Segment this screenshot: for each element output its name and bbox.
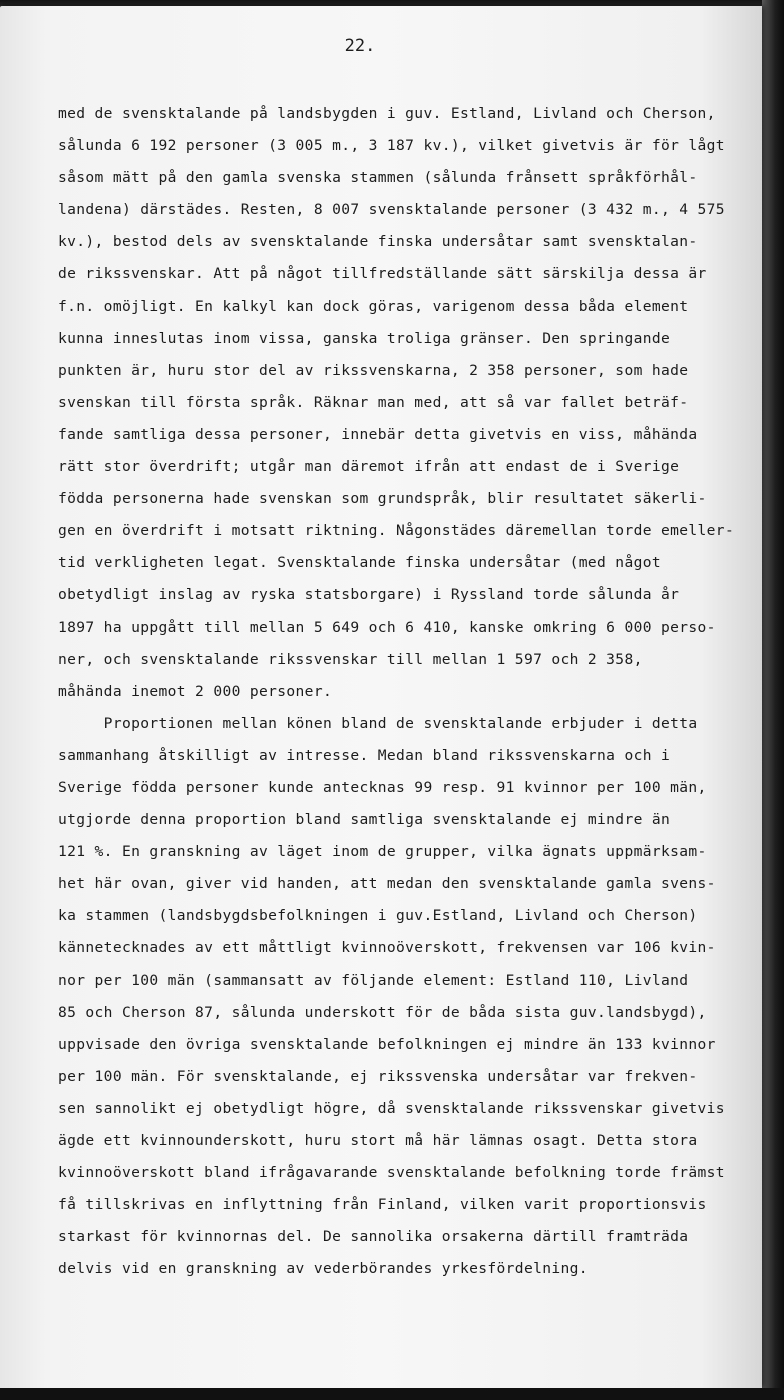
- scan-bottom-strip: [0, 1388, 784, 1400]
- text-line: kv.), bestod dels av svensktalande finska undersåtar samt svensktalan-: [58, 233, 698, 251]
- text-line: starkast för kvinnornas del. De sannolika orsakerna därtill framträda: [58, 1228, 689, 1246]
- text-line: delvis vid en granskning av vederbörandes yrkesfördelning.: [58, 1260, 588, 1278]
- document-page: [0, 6, 762, 1388]
- text-line: 121 %. En granskning av läget inom de grupper, vilka ägnats uppmärksam-: [58, 843, 707, 861]
- text-line: sen sannolikt ej obetydligt högre, då svensktalande rikssvenskar givetvis: [58, 1099, 725, 1117]
- text-line: rätt stor överdrift; utgår man däremot ifrån att endast de i Sverige: [58, 458, 680, 476]
- text-line: sammanhang åtskilligt av intresse. Medan bland rikssvenskarna och i: [58, 746, 671, 764]
- text-line: måhända inemot 2 000 personer.: [58, 682, 333, 700]
- text-line: Proportionen mellan könen bland de svensktalande erbjuder i detta: [58, 714, 698, 732]
- text-line: svenskan till första språk. Räknar man med, att så var fallet beträf-: [58, 393, 689, 411]
- body-text: [58, 98, 758, 1285]
- text-line: uppvisade den övriga svensktalande befolkningen ej mindre än 133 kvinnor: [58, 1035, 716, 1053]
- text-line: landena) därstädes. Resten, 8 007 svensktalande personer (3 432 m., 4 575: [58, 201, 725, 219]
- text-line: kunna inneslutas inom vissa, ganska troliga gränser. Den springande: [58, 329, 671, 347]
- text-line: ka stammen (landsbygdsbefolkningen i guv.Estland, Livland och Cherson): [58, 907, 698, 925]
- text-line: Sverige födda personer kunde antecknas 99 resp. 91 kvinnor per 100 män,: [58, 778, 707, 796]
- text-line: obetydligt inslag av ryska statsborgare) i Ryssland torde sålunda år: [58, 586, 680, 604]
- text-line: ägde ett kvinnounderskott, huru stort må här lämnas osagt. Detta stora: [58, 1132, 698, 1149]
- scan-right-edge: [762, 0, 784, 1400]
- text-line: födda personerna hade svenskan som grundspråk, blir resultatet säkerli-: [58, 490, 707, 508]
- text-line: gen en överdrift i motsatt riktning. Någonstädes däremellan torde emeller-: [58, 522, 735, 540]
- text-line: punkten är, huru stor del av rikssvenskarna, 2 358 personer, som hade: [58, 361, 689, 379]
- text-line: 1897 ha uppgått till mellan 5 649 och 6 410, kanske omkring 6 000 perso-: [58, 618, 716, 636]
- text-line: het här ovan, giver vid handen, att medan den svensktalande gamla svens-: [58, 875, 716, 893]
- text-line: f.n. omöjligt. En kalkyl kan dock göras, varigenom dessa båda element: [58, 297, 689, 315]
- text-line: 85 och Cherson 87, sålunda underskott för de båda sista guv.landsbygd),: [58, 1003, 707, 1021]
- text-line: såsom mätt på den gamla svenska stammen (sålunda frånsett språkförhål-: [58, 169, 698, 187]
- text-line: de rikssvenskar. Att på något tillfredställande sätt särskilja dessa är: [58, 265, 707, 283]
- text-line: kännetecknades av ett måttligt kvinnoöverskott, frekvensen var 106 kvin-: [58, 939, 716, 957]
- text-line: utgjorde denna proportion bland samtliga svensktalande ej mindre än: [58, 811, 671, 829]
- text-line: kvinnoöverskott bland ifrågavarande svensktalande befolkning torde främst: [58, 1164, 725, 1182]
- text-line: fande samtliga dessa personer, innebär detta givetvis en viss, måhända: [58, 425, 698, 443]
- text-line: per 100 män. För svensktalande, ej rikssvenska undersåtar var frekven-: [58, 1067, 698, 1085]
- text-line: tid verkligheten legat. Svensktalande finska undersåtar (med något: [58, 554, 661, 572]
- text-line: med de svensktalande på landsbygden i guv. Estland, Livland och Cherson,: [58, 105, 716, 122]
- text-line: sålunda 6 192 personer (3 005 m., 3 187 kv.), vilket givetvis är för lågt: [58, 137, 725, 155]
- text-line: ner, och svensktalande rikssvenskar till mellan 1 597 och 2 358,: [58, 650, 643, 668]
- page-number: 22.: [344, 36, 376, 56]
- text-line: nor per 100 män (sammansatt av följande element: Estland 110, Livland: [58, 971, 689, 989]
- text-line: få tillskrivas en inflyttning från Finland, vilken varit proportionsvis: [58, 1196, 707, 1214]
